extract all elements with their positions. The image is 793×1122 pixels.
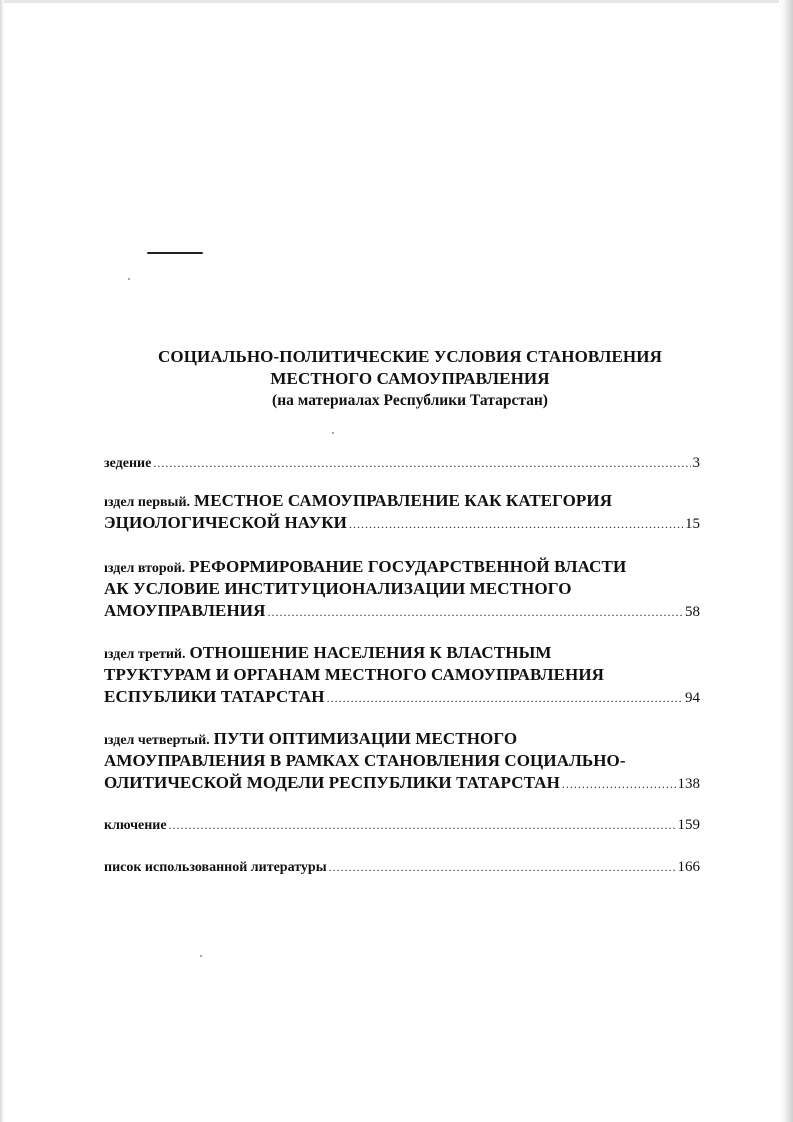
- toc-section-3-title-line-2: ТРУКТУРАМ И ОРГАНАМ МЕСТНОГО САМОУПРАВЛЕНИЯ: [104, 665, 605, 684]
- toc-section-1-title-line-1: МЕСТНОЕ САМОУПРАВЛЕНИЕ КАК КАТЕГОРИЯ: [194, 491, 613, 510]
- toc-leader: [327, 687, 683, 708]
- scan-edge-left: [0, 0, 4, 1122]
- toc-references-page: 166: [677, 859, 700, 875]
- toc-section-4-prefix: ıздел четвертый.: [104, 733, 210, 748]
- title-line-2: МЕСТНОГО САМОУПРАВЛЕНИЯ: [270, 369, 550, 388]
- toc-conclusion-label: ключение: [104, 818, 167, 833]
- toc-section-4-title-line-3: ОЛИТИЧЕСКОЙ МОДЕЛИ РЕСПУБЛИКИ ТАТАРСТАН: [104, 773, 560, 792]
- toc-section-1-prefix: ıздел первый.: [104, 495, 191, 510]
- toc-section-3-page: 94: [685, 690, 700, 706]
- toc-section-2-title-line-3: АМОУПРАВЛЕНИЯ: [104, 601, 266, 620]
- toc-section-3-prefix: ıздел третий.: [104, 647, 186, 662]
- toc-section-2-title-line-1: РЕФОРМИРОВАНИЕ ГОСУДАРСТВЕННОЙ ВЛАСТИ: [189, 557, 627, 576]
- toc-intro-page: 3: [692, 455, 700, 471]
- toc-section-3-title-line-1: ОТНОШЕНИЕ НАСЕЛЕНИЯ К ВЛАСТНЫМ: [189, 643, 552, 662]
- document-title: [60, 346, 760, 412]
- toc-section-3-title-line-3: ЕСПУБЛИКИ ТАТАРСТАН: [104, 687, 325, 706]
- toc-entry-section-2: [104, 556, 700, 622]
- toc-leader: [153, 452, 690, 474]
- toc-section-4-page: 138: [677, 776, 700, 792]
- toc-entry-section-1: [104, 490, 700, 534]
- toc-entry-section-4: [104, 728, 700, 794]
- toc-section-2-title-line-2: АК УСЛОВИЕ ИНСТИТУЦИОНАЛИЗАЦИИ МЕСТНОГО: [104, 579, 572, 598]
- toc-intro-label: зедение: [104, 456, 152, 471]
- toc-leader: [349, 513, 683, 534]
- toc-entry-conclusion: [104, 814, 700, 836]
- scan-speck: [128, 278, 130, 280]
- toc-entry-section-3: [104, 642, 700, 708]
- toc-section-4-title-line-2: АМОУПРАВЛЕНИЯ В РАМКАХ СТАНОВЛЕНИЯ СОЦИАЛЬНО-: [104, 751, 626, 770]
- title-line-1: СОЦИАЛЬНО-ПОЛИТИЧЕСКИЕ УСЛОВИЯ СТАНОВЛЕНИЯ: [158, 347, 662, 366]
- title-subtitle: (на материалах Республики Татарстан): [272, 392, 548, 409]
- scan-speck: [332, 432, 334, 434]
- scan-edge-right: [779, 0, 793, 1122]
- toc-section-4-title-line-1: ПУТИ ОПТИМИЗАЦИИ МЕСТНОГО: [213, 729, 518, 748]
- toc-leader: [329, 856, 676, 878]
- toc-section-2-page: 58: [685, 604, 700, 620]
- toc-leader: [268, 601, 684, 622]
- scan-speck: [200, 955, 202, 957]
- toc-conclusion-page: 159: [677, 817, 700, 833]
- toc-leader: [562, 773, 676, 794]
- scan-edge-top: [0, 0, 793, 3]
- toc-entry-references: [104, 856, 700, 878]
- toc-section-1-page: 15: [685, 516, 700, 532]
- toc-leader: [169, 814, 676, 836]
- toc-section-1-title-line-2: ЭЦИОЛОГИЧЕСКОЙ НАУКИ: [104, 513, 348, 532]
- toc-section-2-prefix: ıздел второй.: [104, 561, 186, 576]
- toc-references-label: писок использованной литературы: [104, 860, 327, 875]
- toc-entry-intro: [104, 452, 700, 474]
- pen-stroke-mark: [147, 252, 203, 254]
